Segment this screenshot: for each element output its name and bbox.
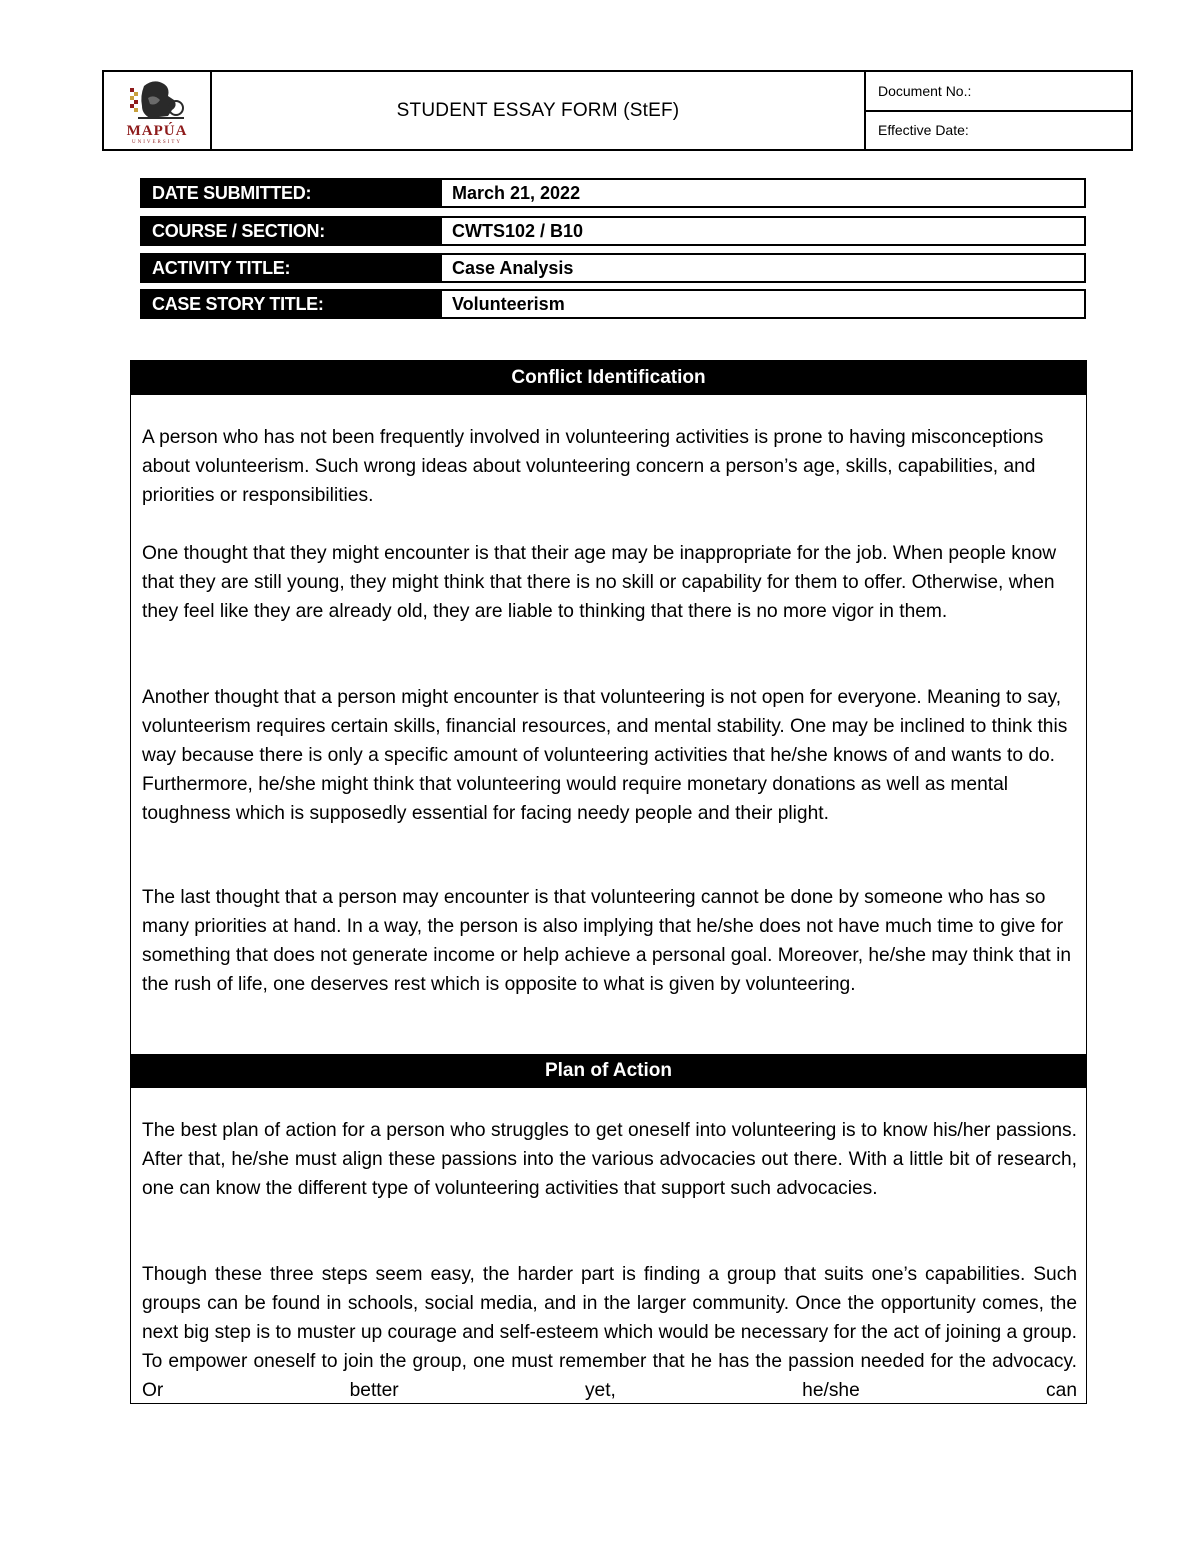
form-title: STUDENT ESSAY FORM (StEF) [212,72,866,149]
info-row-case-story-title [140,289,1086,319]
info-value: Volunteerism [440,289,1086,319]
logo-wordmark: MAPÚA [126,123,188,139]
info-value: March 21, 2022 [440,178,1086,208]
info-row-course-section [140,216,1086,246]
info-label: COURSE / SECTION: [140,216,440,246]
effective-date-label: Effective Date: [878,122,969,139]
info-row-activity-title [140,253,1086,283]
conflict-paragraph: The last thought that a person may encounter is that volunteering cannot be done by someone who has so many priorities at hand. In a way, the person is also implying that he/she does not have much time to give for something that does not generate income or help achieve a personal goal. Moreover, he/she may think that in the rush of life, one deserves rest which is opposite to what is given by volunteering. [142,887,1072,995]
info-row-date-submitted [140,178,1086,208]
conflict-paragraph: Another thought that a person might encounter is that volunteering is not open for everyone. Meaning to say, volunteerism requires certain skills, financial resources, and mental stability. One may be inclined to think this way because there is only a specific amount of volunteering activities that he/she knows of and wants to do. Furthermore, he/she might think that volunteering would require monetary donations as well as mental toughness which is supposedly essential for facing needy people and their plight. [142,687,1068,824]
university-logo [104,72,212,149]
essay-body [130,360,1087,1404]
conflict-paragraph: One thought that they might encounter is that their age may be inappropriate for the job. When people know that they are still young, they might think that there is no skill or capability for them to offer. Otherwise, when they feel like they are already old, they are liable to thinking that there is no more vigor in them. [142,543,1057,622]
info-value: CWTS102 / B10 [440,216,1086,246]
info-label: ACTIVITY TITLE: [140,253,440,283]
conflict-paragraph: A person who has not been frequently involved in volunteering activities is prone to having misconceptions about volunteerism. Such wrong ideas about volunteering concern a person’s age, skills, capabilities, and priorities or responsibilities. [142,427,1044,506]
info-value: Case Analysis [440,253,1086,283]
section-header-conflict: Conflict Identification [131,361,1086,395]
document-meta [866,72,1131,149]
document-no-label: Document No.: [866,72,1131,112]
info-label: DATE SUBMITTED: [140,178,440,208]
plan-paragraph: Though these three steps seem easy, the harder part is finding a group that suits one’s capabilities. Such groups can be found in schools, social media, and in the larger community. Once the opportunity comes, the next big step is to muster up courage and self-esteem which would be necessary for the act of joining a group. To empower oneself to join the group, one must remember that he has the passion needed for the advocacy. Or better yet, he/she can [142,1264,1077,1401]
plan-paragraph: The best plan of action for a person who struggles to get oneself into volunteering is to know his/her passions. After that, he/she must align these passions into the various advocacies out there. With a little bit of research, one can know the different type of volunteering activities that support such advocacies. [142,1120,1077,1199]
form-header [102,70,1133,151]
info-label: CASE STORY TITLE: [140,289,440,319]
lion-seal-icon [124,78,190,124]
logo-subtext: UNIVERSITY [132,140,182,145]
section-header-plan: Plan of Action [131,1054,1086,1088]
